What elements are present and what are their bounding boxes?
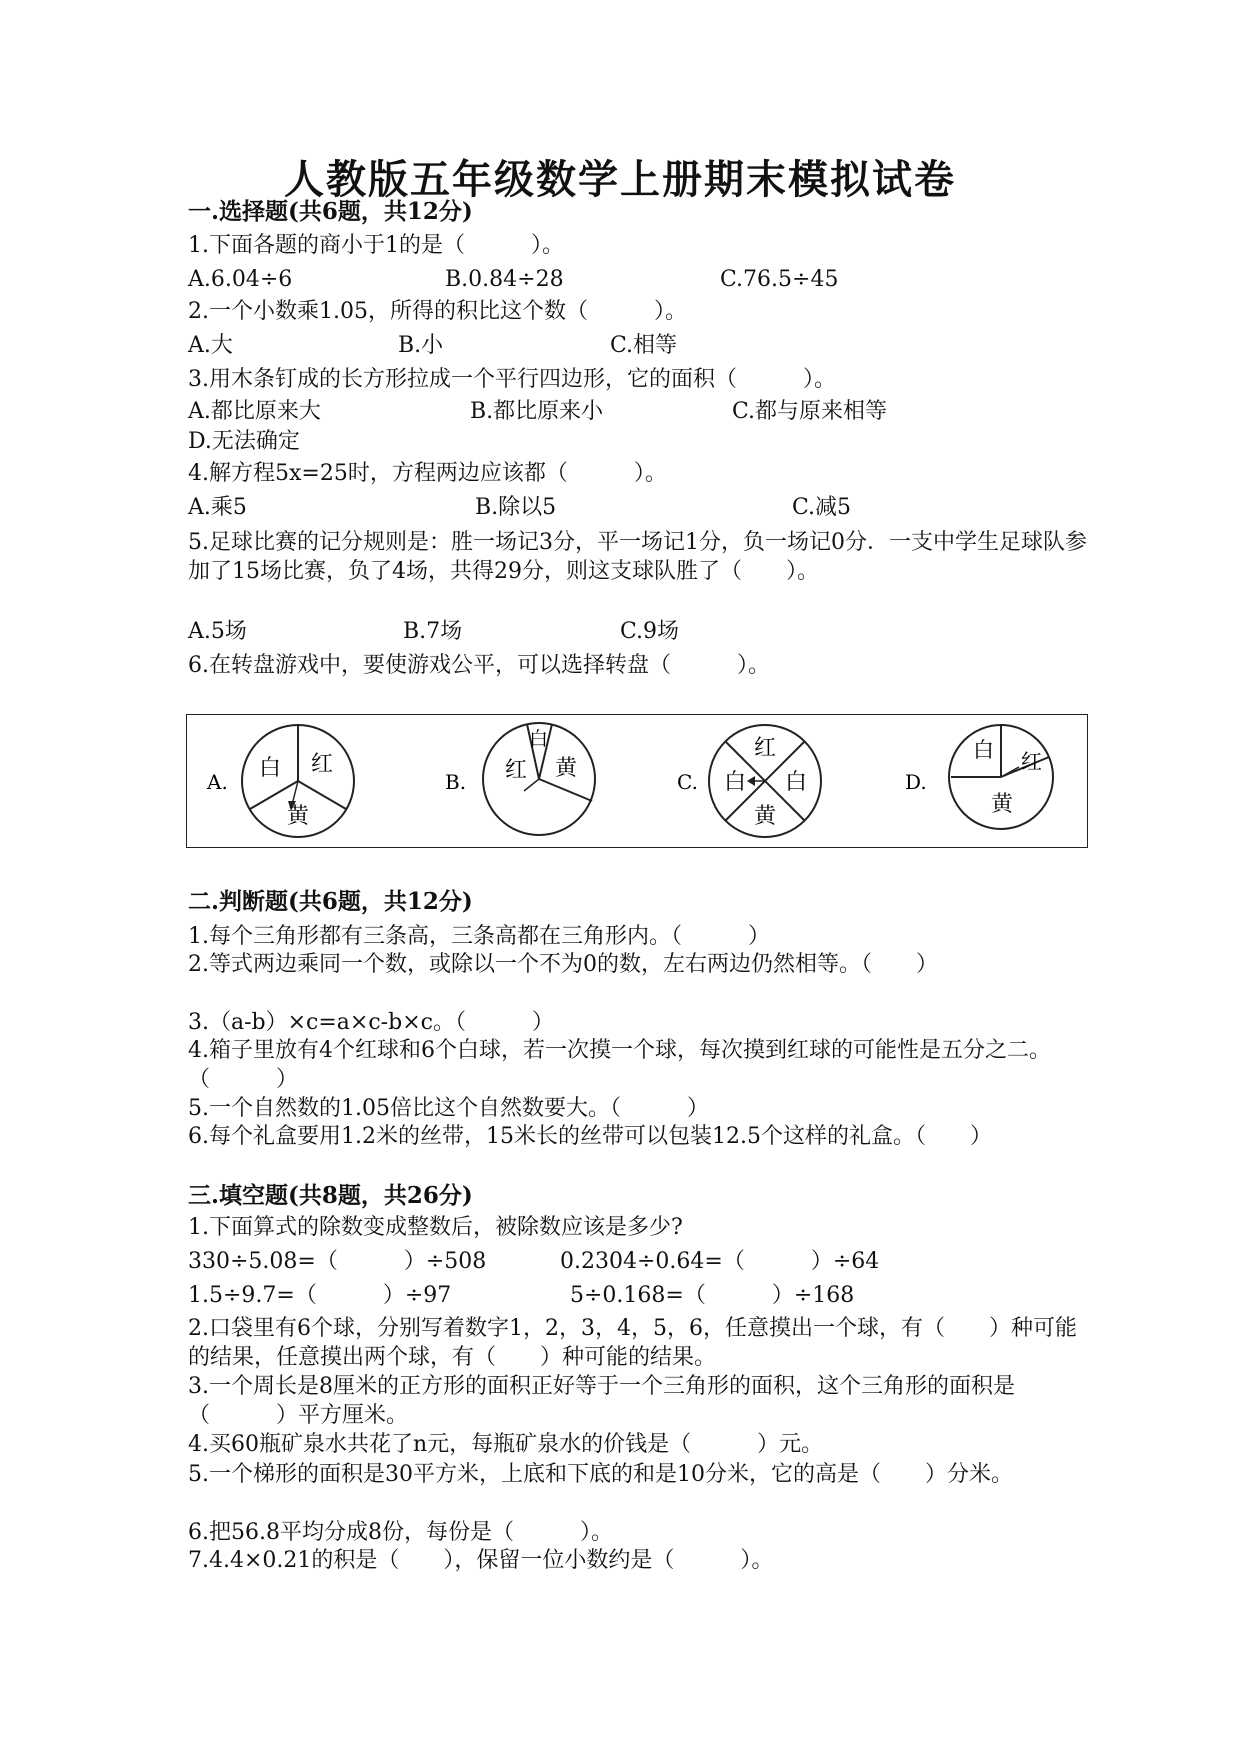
s1-q3-option-b: B.都比原来小 xyxy=(470,399,604,424)
spinner-b xyxy=(483,723,595,835)
spinner-b-sector-white: 白 xyxy=(529,728,549,750)
spinner-c-sector-white-left: 白 xyxy=(724,770,747,795)
spinner-a-sector-yellow: 黄 xyxy=(287,804,310,829)
s2-item-2: 2.等式两边乘同一个数，或除以一个不为0的数，左右两边仍然相等。（ ） xyxy=(188,952,938,977)
s1-q2-option-c: C.相等 xyxy=(610,333,678,358)
spinner-d-label: D. xyxy=(905,770,927,794)
spinner-c-pointer-arrow xyxy=(747,776,755,786)
s3-item-6: 6.把56.8平均分成8份，每份是（ ）。 xyxy=(188,1520,613,1545)
s2-item-3: 3.（a-b）×c=a×c-b×c。（ ） xyxy=(188,1010,554,1035)
s1-q1-option-a: A.6.04÷6 xyxy=(188,267,293,292)
spinner-b-sector-yellow: 黄 xyxy=(555,756,578,781)
spinner-a-label: A. xyxy=(207,770,228,794)
spinner-d-sector-white: 白 xyxy=(973,738,994,762)
s1-q3-text: 3.用木条钉成的长方形拉成一个平行四边形，它的面积（ ）。 xyxy=(188,367,836,392)
section3-heading: 三.填空题(共8题，共26分) xyxy=(188,1182,473,1209)
spinner-c xyxy=(709,725,821,837)
s1-q1-option-c: C.76.5÷45 xyxy=(720,267,839,292)
s1-q2-text: 2.一个小数乘1.05，所得的积比这个数（ ）。 xyxy=(188,299,687,324)
section2-heading: 二.判断题(共6题，共12分) xyxy=(188,888,473,915)
spinner-d-pointer xyxy=(1001,767,1019,777)
s1-q4-option-a: A.乘5 xyxy=(188,495,247,520)
s1-q3-option-c: C.都与原来相等 xyxy=(732,399,888,424)
s1-q5-option-c: C.9场 xyxy=(620,619,680,644)
spinner-a-sector-red: 红 xyxy=(311,752,334,777)
s2-item-1: 1.每个三角形都有三条高，三条高都在三角形内。（ ） xyxy=(188,924,770,949)
s3-item-4: 4.买60瓶矿泉水共花了n元，每瓶矿泉水的价钱是（ ）元。 xyxy=(188,1432,824,1457)
s3-item-2: 2.口袋里有6个球，分别写着数字1，2，3，4，5，6，任意摸出一个球，有（ ）种可能的结果，任意摸出两个球，有（ ）种可能的结果。 xyxy=(188,1316,1077,1370)
s1-q6-text: 6.在转盘游戏中，要使游戏公平，可以选择转盘（ ）。 xyxy=(188,653,770,678)
s3-q1-eq-1: 330÷5.08=（ ）÷508 xyxy=(188,1249,487,1274)
s1-q1-text: 1.下面各题的商小于1的是（ ）。 xyxy=(188,233,564,258)
s1-q4-option-c: C.减5 xyxy=(792,495,852,520)
s1-q5-option-a: A.5场 xyxy=(188,619,247,644)
spinner-a-sector-white: 白 xyxy=(259,756,282,781)
s3-q1-eq-2: 0.2304÷0.64=（ ）÷64 xyxy=(560,1249,880,1274)
s3-q1-text: 1.下面算式的除数变成整数后，被除数应该是多少? xyxy=(188,1215,683,1240)
spinner-b-label: B. xyxy=(445,770,467,794)
s2-item-6: 6.每个礼盒要用1.2米的丝带，15米长的丝带可以包装12.5个这样的礼盒。（ ） xyxy=(188,1124,992,1149)
s1-q4-option-b: B.除以5 xyxy=(475,495,557,520)
spinner-figure xyxy=(187,715,1087,847)
s1-q2-option-a: A.大 xyxy=(188,333,233,358)
s1-q3-option-a: A.都比原来大 xyxy=(188,399,321,424)
spinner-figure-box xyxy=(186,714,1088,848)
s3-q1-eq-4: 5÷0.168=（ ）÷168 xyxy=(570,1283,855,1308)
section1-heading: 一.选择题(共6题，共12分) xyxy=(188,198,473,225)
spinner-a xyxy=(242,725,354,837)
s1-q2-option-b: B.小 xyxy=(398,333,444,358)
spinner-d xyxy=(949,725,1053,829)
s2-item-4: 4.箱子里放有4个红球和6个白球，若一次摸一个球，每次摸到红球的可能性是五分之二。（ ） xyxy=(188,1038,1051,1092)
s1-q5-option-b: B.7场 xyxy=(403,619,463,644)
s3-item-7: 7.4.4×0.21的积是（ ），保留一位小数约是（ ）。 xyxy=(188,1548,774,1573)
spinner-c-sector-red: 红 xyxy=(754,736,777,761)
spinner-d-sector-red: 红 xyxy=(1021,750,1042,774)
page-title: 人教版五年级数学上册期末模拟试卷 xyxy=(284,156,956,203)
spinner-d-sector-yellow: 黄 xyxy=(991,792,1014,817)
s3-item-3: 3.一个周长是8厘米的正方形的面积正好等于一个三角形的面积，这个三角形的面积是（ ）平方厘米。 xyxy=(188,1374,1015,1428)
s3-item-5: 5.一个梯形的面积是30平方米，上底和下底的和是10分米，它的高是（ ）分米。 xyxy=(188,1462,1013,1487)
spinner-c-sector-white-right: 白 xyxy=(785,770,808,795)
s1-q1-option-b: B.0.84÷28 xyxy=(445,267,564,292)
s1-q3-option-d: D.无法确定 xyxy=(188,429,300,454)
s2-item-5: 5.一个自然数的1.05倍比这个自然数要大。（ ） xyxy=(188,1096,709,1121)
spinner-c-label: C. xyxy=(677,770,698,794)
s3-q1-eq-3: 1.5÷9.7=（ ）÷97 xyxy=(188,1283,452,1308)
s1-q5-text: 5.足球比赛的记分规则是：胜一场记3分，平一场记1分，负一场记0分．一支中学生足球队参加了15场比赛，负了4场，共得29分，则这支球队胜了（ ）。 xyxy=(188,530,1087,584)
spinner-c-sector-yellow: 黄 xyxy=(754,804,777,829)
s1-q4-text: 4.解方程5x=25时，方程两边应该都（ ）。 xyxy=(188,461,667,486)
spinner-b-sector-red: 红 xyxy=(505,758,528,783)
